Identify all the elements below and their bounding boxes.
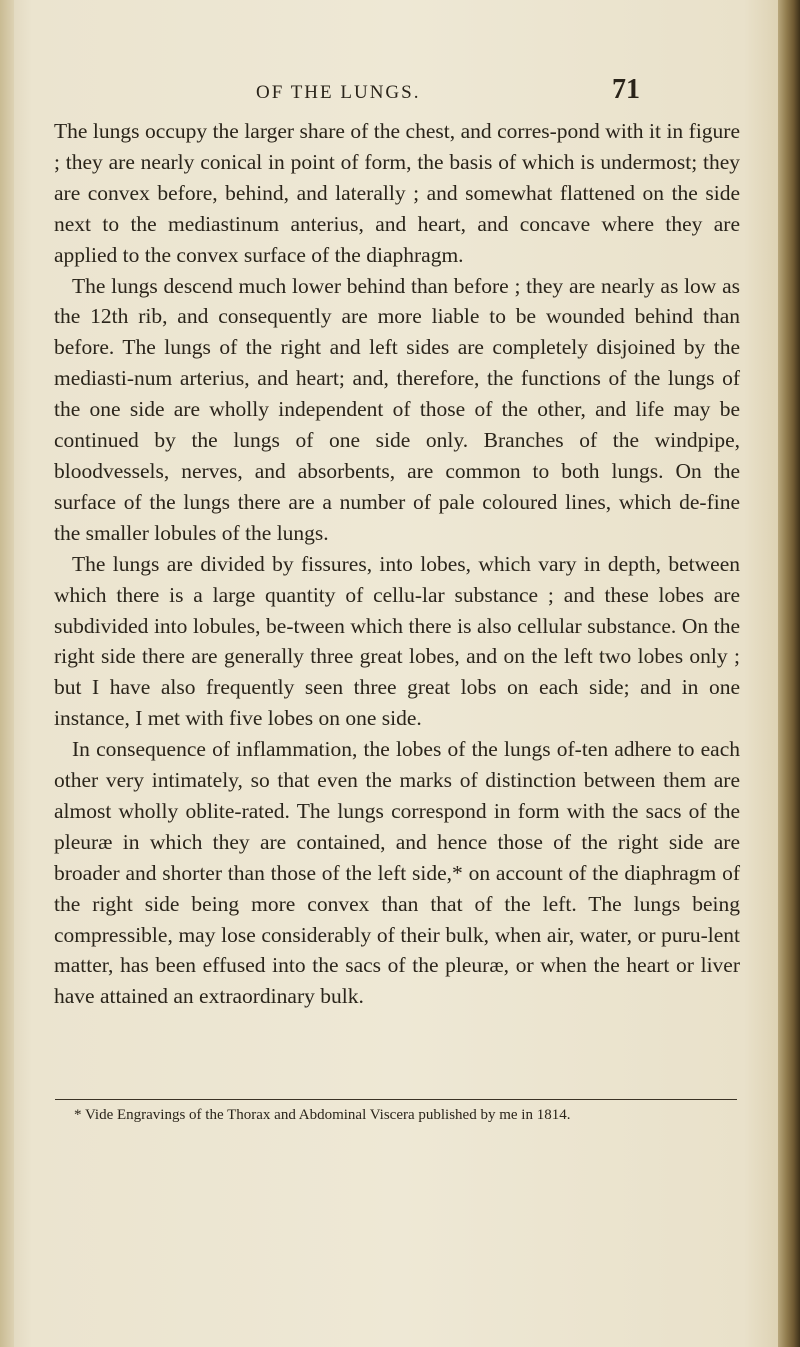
paragraph-4: In consequence of inflammation, the lobes of the lungs of-ten adhere to each other very intimately, so that even the marks of distinction between them are almost wholly oblite-rated. The lungs correspond in form with the sacs of the pleuræ in which they are contained, and hence those of the right side are broader and shorter than those of the left side,* on account of the diaphragm of the right side being more convex than that of the left. The lungs being compressible, may lose considerably of their bulk, when air, water, or puru-lent matter, has been effused into the sacs of the pleuræ, or when the heart or liver have attained an extraordinary bulk.	[54, 737, 740, 1009]
footnote-text: * Vide Engravings of the Thorax and Abdominal Viscera published by me in 1814.	[74, 1107, 571, 1123]
book-spine-edge	[778, 0, 800, 1347]
page-left-edge	[0, 0, 14, 1347]
page-header	[90, 74, 740, 114]
footnote	[54, 1106, 744, 1125]
page-number: 71	[612, 74, 640, 105]
paragraph-2: The lungs descend much lower behind than before ; they are nearly as low as the 12th rib, and consequently are more liable to be wounded behind than before. The lungs of the right and left sides are completely disjoined by the mediasti-num arterius, and heart; and, therefore, the functions of the lungs of the one side are wholly independent of those of the other, and life may be continued by the lungs of one side only. Branches of the windpipe, bloodvessels, nerves, and absorbents, are common to both lungs. On the surface of the lungs there are a number of pale coloured lines, which de-fine the smaller lobules of the lungs.	[54, 273, 740, 545]
paragraph-3: The lungs are divided by fissures, into lobes, which vary in depth, between which there is a large quantity of cellu-lar substance ; and these lobes are subdivided into lobules, be-tween which there is also cellular substance. On the right side there are generally three great lobes, and on the left two lobes only ; but I have also frequently seen three great lobs on each side; and in one instance, I met with five lobes on one side.	[54, 551, 740, 731]
footnote-divider	[55, 1099, 737, 1100]
body-text	[54, 116, 740, 1012]
running-head: OF THE LUNGS.	[256, 82, 421, 103]
paragraph-1: The lungs occupy the larger share of the chest, and corres-pond with it in figure ; they are nearly conical in point of form, the basis of which is undermost; they are convex before, behind, and laterally ; and somewhat flattened on the side next to the mediastinum anterius, and heart, and concave where they are applied to the convex surface of the diaphragm.	[54, 119, 740, 267]
